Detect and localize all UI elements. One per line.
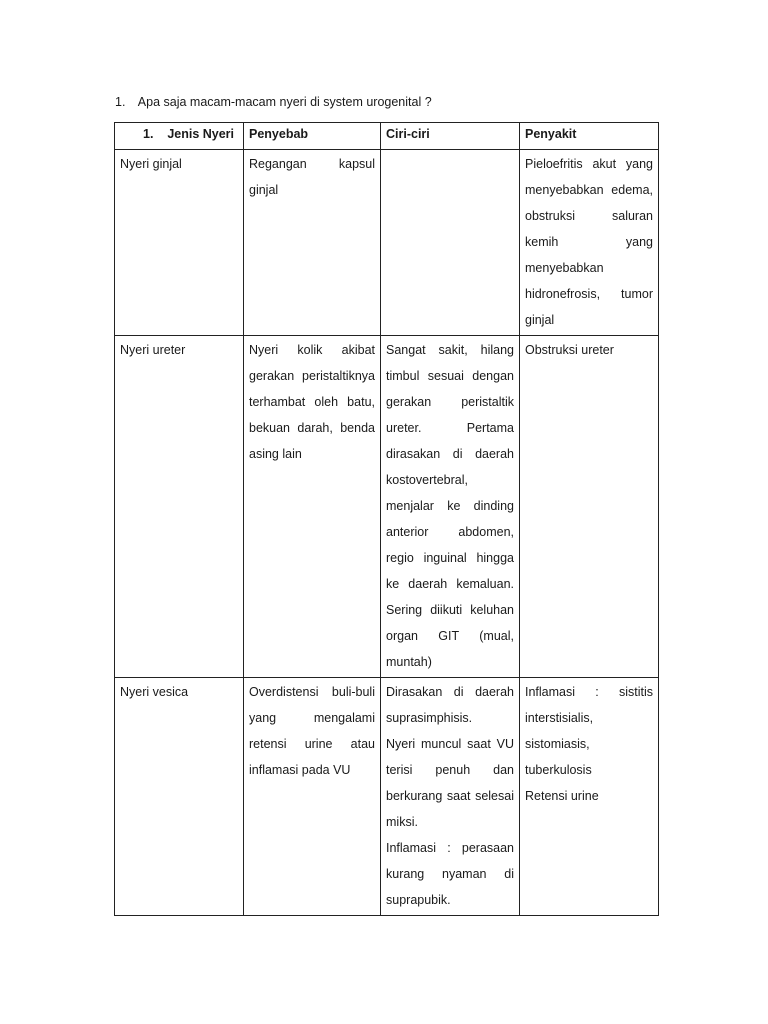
question-line (115, 94, 432, 110)
ciri-line: Inflamasi : perasaan kurang nyaman di suprapubik. (386, 841, 514, 907)
cell-penyebab: Regangan kapsul ginjal (244, 150, 381, 336)
cell-jenis: Nyeri ginjal (115, 150, 244, 336)
header-jenis-nyeri: 1. Jenis Nyeri (115, 123, 244, 150)
header-penyebab: Penyebab (244, 123, 381, 150)
question-number: 1. (115, 95, 126, 109)
cell-jenis: Nyeri ureter (115, 336, 244, 678)
penyakit-line: Inflamasi : sistitis interstisialis, sistomiasis, tuberkulosis (525, 685, 653, 777)
cell-penyakit (520, 678, 659, 916)
cell-penyakit: Obstruksi ureter (520, 336, 659, 678)
pain-types-table (114, 122, 659, 916)
table-row (115, 678, 659, 916)
ciri-line: Nyeri muncul saat VU terisi penuh dan berkurang saat selesai miksi. (386, 737, 514, 829)
cell-ciri (381, 678, 520, 916)
table-row (115, 336, 659, 678)
cell-penyebab: Nyeri kolik akibat gerakan peristaltiknya terhambat oleh batu, bekuan darah, benda asing lain (244, 336, 381, 678)
cell-jenis: Nyeri vesica (115, 678, 244, 916)
header-ciri-ciri: Ciri-ciri (381, 123, 520, 150)
cell-penyakit: Pieloefritis akut yang menyebabkan edema, obstruksi saluran kemih yang menyebabkan hidronefrosis, tumor ginjal (520, 150, 659, 336)
cell-ciri: Sangat sakit, hilang timbul sesuai dengan gerakan peristaltik ureter. Pertama dirasakan di daerah kostovertebral, menjalar ke dinding anterior abdomen, regio inguinal hingga ke daerah kemaluan. Sering diikuti keluhan organ GIT (mual, muntah) (381, 336, 520, 678)
ciri-line: Dirasakan di daerah suprasimphisis. (386, 685, 514, 725)
table-header-row (115, 123, 659, 150)
penyakit-line: Retensi urine (525, 789, 599, 803)
table-row (115, 150, 659, 336)
header-penyakit: Penyakit (520, 123, 659, 150)
cell-penyebab: Overdistensi buli-buli yang mengalami retensi urine atau inflamasi pada VU (244, 678, 381, 916)
question-text: Apa saja macam-macam nyeri di system urogenital ? (137, 95, 432, 109)
cell-ciri (381, 150, 520, 336)
